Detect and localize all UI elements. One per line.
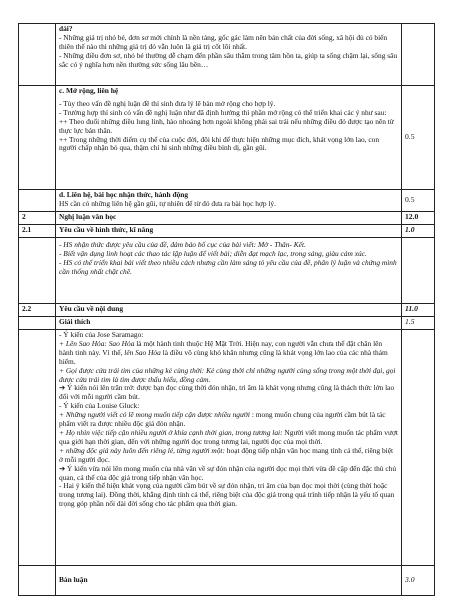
section-number-cell xyxy=(19,238,56,304)
content-line: + Gọi được cửa trái tim của những kẻ cùng thời: Kẻ cùng thời chỉ những người cùng sống trong một thời đại, gọi được cửa trái tim là tìm được thấu hiểu, đồng cảm. xyxy=(59,365,396,384)
table-row xyxy=(19,225,435,238)
table-row xyxy=(19,304,435,317)
section-number-cell: 2.1 xyxy=(19,225,56,238)
content-line: ++ Trong những thời điểm cụ thể của cuộc đời, đôi khi để thực hiện những mục đích, khát vọng lớn lao, con người chấp nhận bỏ qua, thậm chí hi sinh những điều bình dị, gần gũi. xyxy=(59,134,380,153)
table-row xyxy=(19,330,435,566)
section-number-cell xyxy=(19,190,56,212)
section-title: Yêu cầu về nội dung xyxy=(56,304,402,317)
section-number-cell xyxy=(19,566,56,596)
content-line: - Tùy theo vấn đề nghị luận đề thí sinh đưa lý lẽ bàn mở rộng cho hợp lý. xyxy=(59,98,276,108)
quote-fragment: + Họ nhìn việc tiếp cận nhiều người ở khía cạnh thời gian, trong tương lai: xyxy=(59,427,283,437)
quote-fragment: + những độc giả này luôn đến riêng lẻ, từng người một: xyxy=(59,445,225,455)
section-title: Bàn luận xyxy=(56,566,402,596)
section-title: Nghị luận văn học xyxy=(56,212,402,225)
table-row xyxy=(19,566,435,596)
section-heading: d. Liên hệ, bài học nhận thức, hành động xyxy=(59,190,189,199)
score-cell xyxy=(402,238,435,304)
score-cell: 11.0 xyxy=(402,304,435,317)
content-line xyxy=(59,429,398,447)
table-row xyxy=(19,24,435,86)
score-cell: 12.0 xyxy=(402,212,435,225)
section-title: Giải thích xyxy=(56,317,402,330)
content-cell xyxy=(56,238,402,304)
content-line: ➔ Ý kiến nói lên trăn trở: được bạn đọc cùng thời đón nhận, tri âm là khát vọng nhưng cũng là thách thức lớn lao đối với mỗi người cầm bút. xyxy=(59,383,395,402)
section-heading: c. Mở rộng, liên hệ xyxy=(59,86,119,95)
content-fragment: là điều vô cùng khó khăn nhưng cũng là khát vọng lớn lao của các nhà thám hiểm. xyxy=(59,347,388,366)
section-number-cell xyxy=(19,86,56,190)
scoring-table xyxy=(18,23,435,596)
table-row xyxy=(19,238,435,304)
content-fragment: Người viết mong muốn tác phẩm vượt qua giới hạn thời gian, đến với những người đọc trong tương lai, người đọc của mọi thời. xyxy=(59,427,398,446)
content-line: - Hai ý kiến thể hiện khát vọng của người cầm bút về sự đón nhận, tri âm của bạn đọc mọi thời (cùng thời hoặc trong tương lai). Đồng thời, khẳng định tính cá thể, riêng biệt của độc giả trong quá trình tiếp nhận là yếu tố quan trọng góp phần nối dài đời sống cho tác phẩm qua thời gian. xyxy=(59,481,395,509)
table-row xyxy=(19,212,435,225)
content-fragment: là một hành tinh thuộc Hệ Mặt Trời. Hiện nay, con người vẫn chưa thể đặt chân lên hành tinh này. Vì thế, xyxy=(59,338,383,357)
score-cell: 1.0 xyxy=(402,225,435,238)
content-fragment: hoạt động tiếp nhận văn học mang tính cá thể, riêng biệt ở mỗi người đọc. xyxy=(59,445,394,464)
quote-fragment: lên Sao Hỏa xyxy=(124,347,161,357)
content-line: - Ý kiến của Jose Saramago: xyxy=(59,330,144,339)
section-number-cell xyxy=(19,317,56,330)
content-cell xyxy=(56,86,402,190)
content-line: - Những điều đơn sơ, nhỏ bé thường dễ chạm đến phần sâu thẳm trong tâm hồn ta, giúp ta sống chậm lại, sống sâu sắc có ý nghĩa hơn nền thường sức sống lâu bền… xyxy=(59,50,398,69)
section-title: Yêu cầu về hình thức, kĩ năng xyxy=(56,225,402,238)
content-line: ➔ Ý kiến vừa nói lên mong muốn của nhà văn về sự đón nhận của người đọc mọi thời vừa đề cập đến đặc thù chủ quan, cá thể của độc giả trong tiếp nhận văn học. xyxy=(59,463,397,482)
content-line: - Biết vận dụng linh hoạt các thao tác lập luận để viết bài; diễn đạt mạch lạc, trong sáng, giàu cảm xúc. xyxy=(59,248,367,258)
score-cell xyxy=(402,24,435,86)
content-cell xyxy=(56,190,402,212)
table-row xyxy=(19,190,435,212)
content-cell xyxy=(56,330,402,566)
content-fragment: : mong muốn chung của người cầm bút là tác phẩm viết ra được nhiều độc giả đón nhận. xyxy=(59,410,386,429)
section-number-cell: 2 xyxy=(19,212,56,225)
content-line: ++ Theo đuổi những điều lung linh, hào nhoáng hơn ngoài không phải sai trái nếu những điều đó được tạo nên từ thực lực bản thân. xyxy=(59,116,394,135)
score-cell: 3.0 xyxy=(402,566,435,596)
content-line: - HS nhận thức được yêu cầu của đề, đảm bảo bố cục của bài viết: Mở - Thân- Kết. xyxy=(59,240,306,249)
content-line: - Những giá trị nhỏ bé, đơn sơ mới chính là nền tảng, gốc gác làm nên bản chất của đời sống, xã hội đủ có biến thiên thế nào thì những giá trị đó vẫn luôn là giá trị cốt lõi nhất. xyxy=(59,32,388,51)
content-line xyxy=(59,447,398,465)
table-row xyxy=(19,317,435,330)
content-cell xyxy=(56,24,402,86)
content-line: HS cần có những liên hệ gần gũi, tự nhiên để từ đó đưa ra bài học hợp lý. xyxy=(59,198,276,208)
content-line xyxy=(59,340,398,367)
quote-fragment: + Những người viết có lẽ mong muốn tiếp cận được nhiều người xyxy=(59,410,250,420)
quote-fragment: + Lên Sao Hỏa: Sao Hỏa xyxy=(59,338,135,348)
content-line xyxy=(59,411,398,429)
content-line: - HS có thể triển khai bài viết theo nhiều cách nhưng cần làm sáng tỏ yêu cầu của đề, phân lý luận và chứng minh cần thống nhất chặt chẽ. xyxy=(59,257,397,276)
section-number-cell xyxy=(19,24,56,86)
section-number-cell xyxy=(19,330,56,566)
score-cell xyxy=(402,330,435,566)
score-cell: 1.5 xyxy=(402,317,435,330)
section-number-cell: 2.2 xyxy=(19,304,56,317)
score-cell: 0.5 xyxy=(402,190,435,212)
score-cell: 0.5 xyxy=(402,86,435,190)
table-row xyxy=(19,86,435,190)
section-heading: dài? xyxy=(59,24,73,33)
content-line: - Ý kiến của Louise Gluck: xyxy=(59,401,140,411)
content-line: - Trường hợp thí sinh có vấn đề nghị luận như đã định hướng thì phần mở rộng có thể triển khai các ý như sau: xyxy=(59,107,387,117)
